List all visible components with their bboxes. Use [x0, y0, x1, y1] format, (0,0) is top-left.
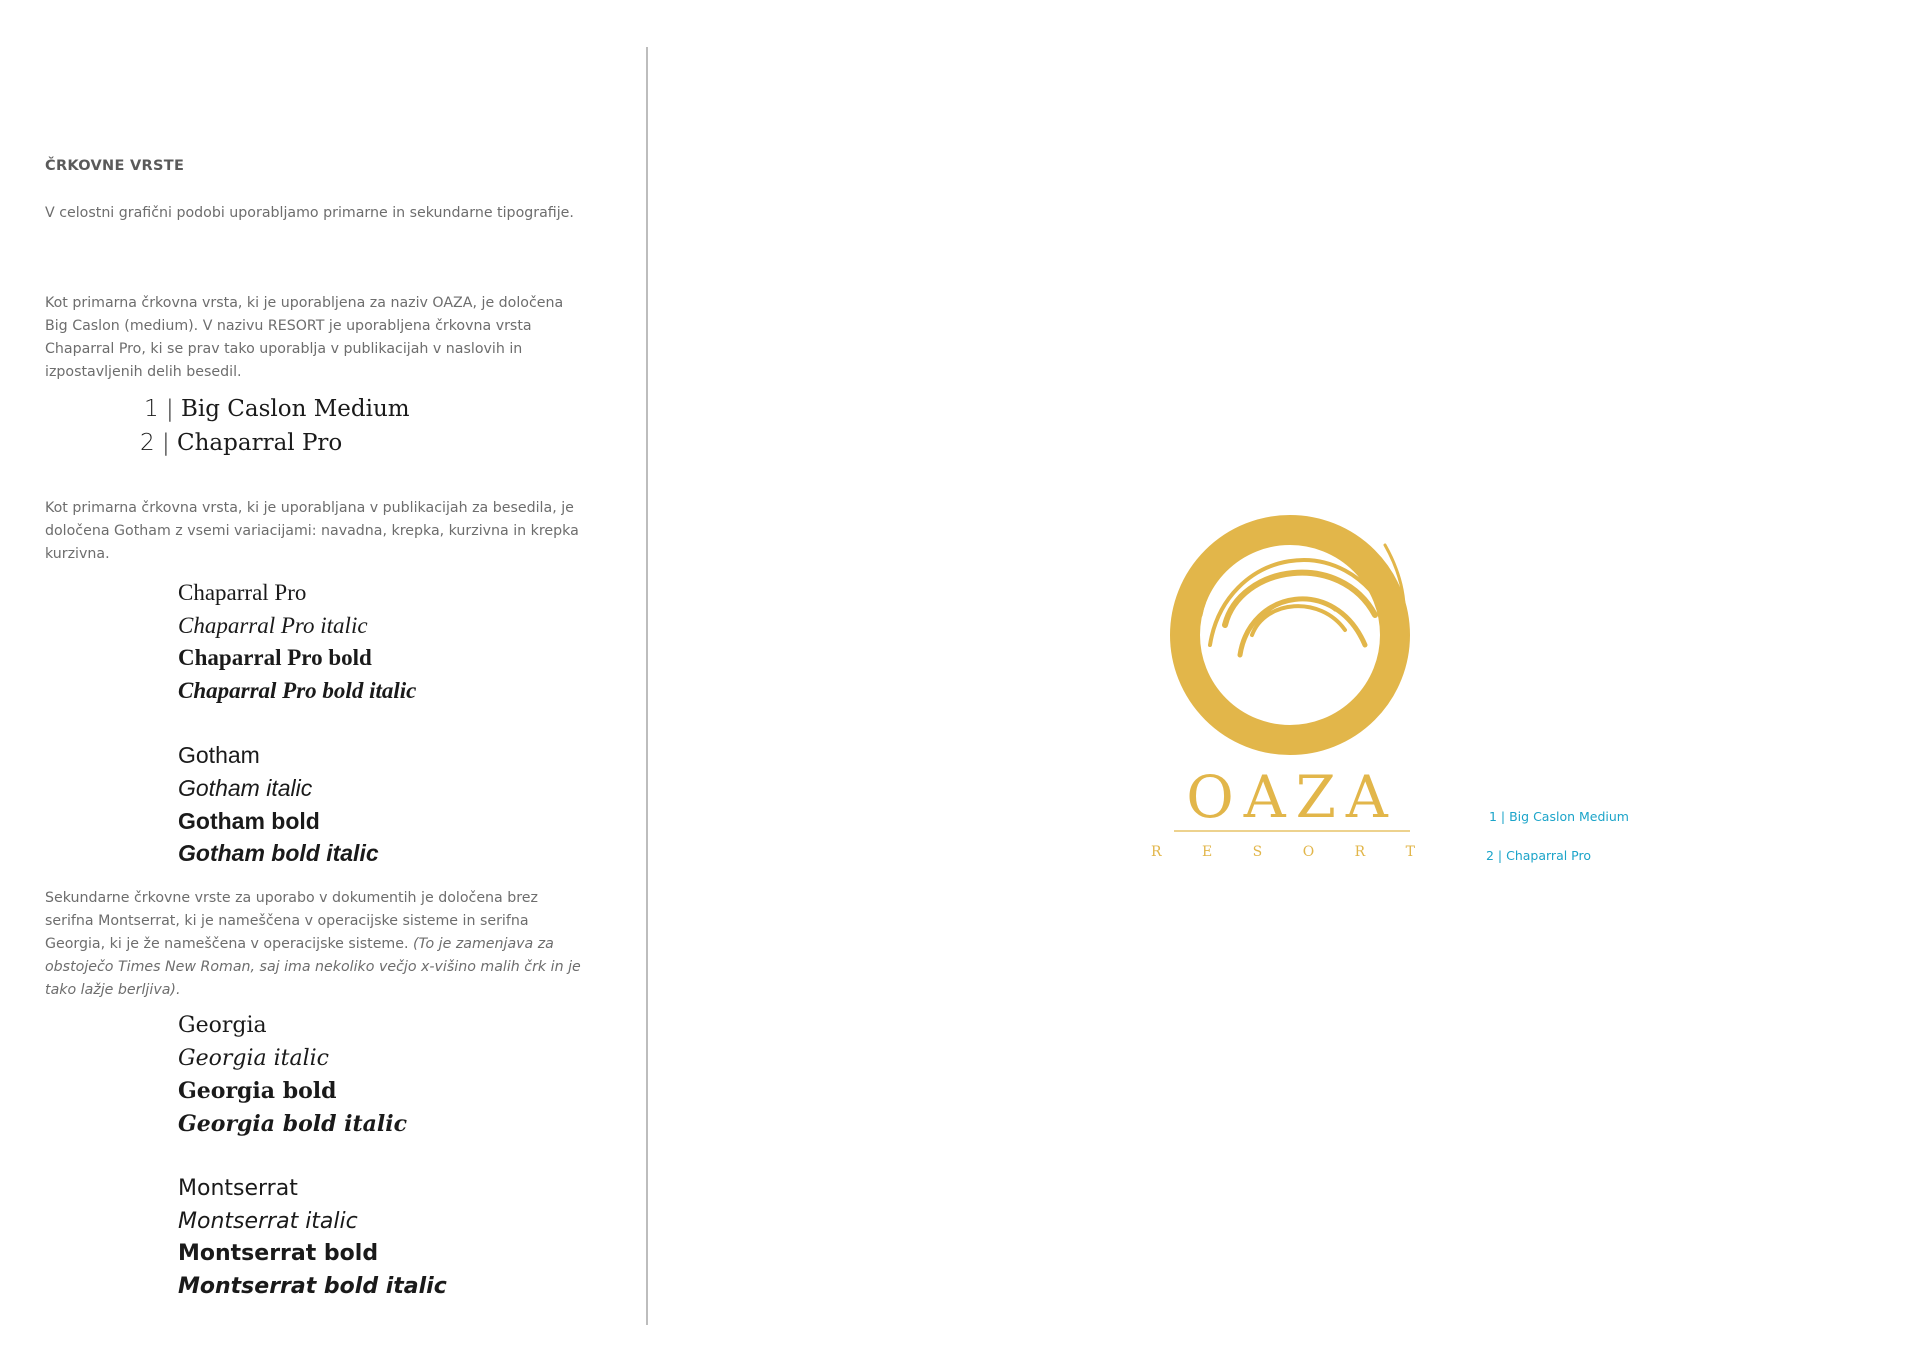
- logo-subline: R E S O R T: [1151, 844, 1433, 860]
- logo-caption-2: 2 | Chaparral Pro: [1486, 848, 1592, 863]
- gotham-bold-italic-sample: Gotham bold italic: [178, 840, 379, 866]
- georgia-regular-sample: Georgia: [178, 1013, 267, 1038]
- secondary-font-note: (To je zamenjava za obstoječo Times New Roman, saj ima nekoliko večjo x-višino malih črk in je tako lažje berljiva).: [45, 936, 581, 998]
- chaparral-bold-sample: Chaparral Pro bold: [178, 645, 372, 670]
- primary-font-2-name: Chaparral Pro: [177, 430, 343, 456]
- oaza-emblem-icon: [1151, 505, 1433, 865]
- primary-font-2-number: 2 |: [140, 430, 170, 456]
- primary-font-1-number: 1 |: [144, 396, 174, 422]
- georgia-italic-sample: Georgia italic: [178, 1046, 329, 1071]
- logo-wordmark: OAZA: [1186, 763, 1398, 831]
- gotham-bold-sample: Gotham bold: [178, 808, 320, 834]
- gotham-italic-sample: Gotham italic: [178, 775, 313, 801]
- georgia-bold-italic-sample: Georgia bold italic: [178, 1111, 408, 1137]
- montserrat-regular-sample: Montserrat: [178, 1176, 298, 1201]
- primary-font-2: [140, 430, 342, 456]
- chaparral-italic-sample: Chaparral Pro italic: [178, 613, 368, 638]
- vertical-divider: [646, 47, 648, 1325]
- body-font-paragraph: Kot primarna črkovna vrsta, ki je uporabljana v publikacijah za besedila, je določena Gotham z vsemi variacijami: navadna, krepka, kurzivna in krepka kurzivna.: [45, 500, 579, 562]
- montserrat-bold-italic-sample: Montserrat bold italic: [178, 1274, 447, 1299]
- primary-font-1-name: Big Caslon Medium: [181, 396, 410, 422]
- intro-paragraph: V celostni grafični podobi uporabljamo primarne in sekundarne tipografije.: [45, 205, 574, 221]
- montserrat-italic-sample: Montserrat italic: [178, 1209, 358, 1234]
- chaparral-regular-sample: Chaparral Pro: [178, 580, 307, 605]
- logo-caption-1: 1 | Big Caslon Medium: [1489, 809, 1629, 824]
- secondary-font-text: Sekundarne črkovne vrste za uporabo v dokumentih je določena brez serifna Montserrat, ki je nameščena v operacijske sisteme in serifna Georgia, ki je že nameščena v operacijske sisteme.: [45, 890, 538, 952]
- primary-font-paragraph: Kot primarna črkovna vrsta, ki je uporabljena za naziv OAZA, je določena Big Caslon (medium). V nazivu RESORT je uporabljena črkovna vrsta Chaparral Pro, ki se prav tako uporablja v publikacijah v naslovih in izpostavljenih delih besedil.: [45, 295, 564, 380]
- montserrat-bold-sample: Montserrat bold: [178, 1241, 379, 1266]
- chaparral-bold-italic-sample: Chaparral Pro bold italic: [178, 678, 417, 703]
- section-heading: ČRKOVNE VRSTE: [45, 158, 185, 174]
- secondary-font-paragraph: [45, 887, 585, 1002]
- oaza-resort-logo: [1151, 505, 1433, 865]
- primary-font-1: [144, 396, 410, 422]
- gotham-regular-sample: Gotham: [178, 742, 260, 768]
- georgia-bold-sample: Georgia bold: [178, 1078, 337, 1104]
